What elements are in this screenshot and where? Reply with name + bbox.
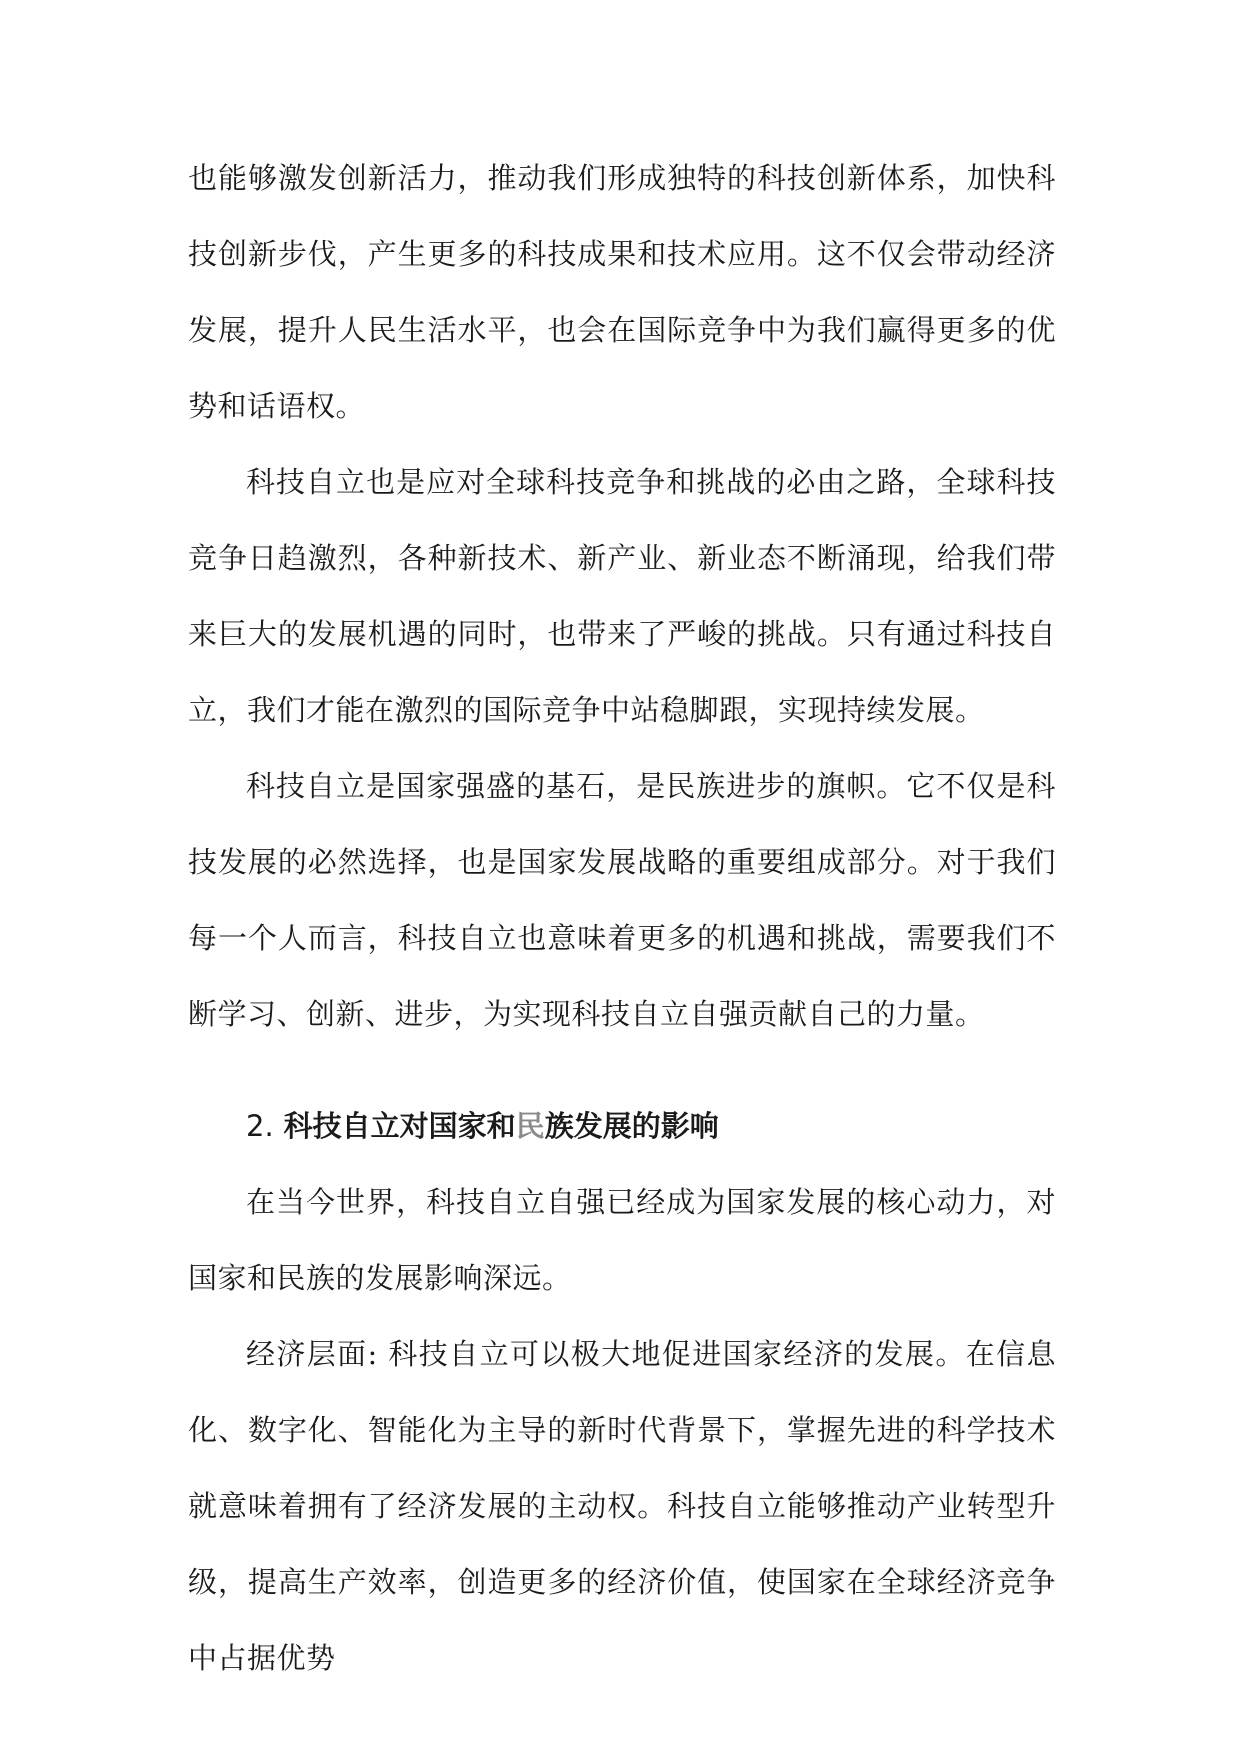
section-title-faded-char: 民 (515, 1109, 545, 1143)
paragraph-global-competition: 科技自立也是应对全球科技竞争和挑战的必由之路，全球科技竞争日趋激烈，各种新技术、新产业、新业态不断涌现，给我们带来巨大的发展机遇的同时，也带来了严峻的挑战。只有通过科技自立，我们才能在激烈的国际竞争中站稳脚跟，实现持续发展。 (188, 465, 1056, 727)
paragraph-national-cornerstone: 科技自立是国家强盛的基石，是民族进步的旗帜。它不仅是科技发展的必然选择，也是国家发展战略的重要组成部分。对于我们每一个人而言，科技自立也意味着更多的机遇和挑战，需要我们不断学习、创新、进步，为实现科技自立自强贡献自己的力量。 (188, 769, 1056, 1031)
document-body (188, 140, 1056, 1696)
section-title-part1: 科技自立对国家和 (283, 1109, 516, 1143)
paragraph-core-driver: 在当今世界，科技自立自强已经成为国家发展的核心动力，对国家和民族的发展影响深远。 (188, 1185, 1056, 1295)
section-number: 2. (246, 1109, 274, 1143)
paragraph-economic-level: 经济层面: 科技自立可以极大地促进国家经济的发展。在信息化、数字化、智能化为主导的新时代背景下，掌握先进的科学技术就意味着拥有了经济发展的主动权。科技自立能够推动产业转型升级，提高生产效率，创造更多的经济价值，使国家在全球经济竞争中占据优势 (188, 1337, 1056, 1675)
section-heading (188, 1088, 1056, 1164)
paragraph-continuation: 也能够激发创新活力，推动我们形成独特的科技创新体系，加快科技创新步伐，产生更多的科技成果和技术应用。这不仅会带动经济发展，提升人民生活水平，也会在国际竞争中为我们赢得更多的优势和话语权。 (188, 161, 1056, 423)
section-title-part2: 族发展的影响 (544, 1109, 719, 1143)
